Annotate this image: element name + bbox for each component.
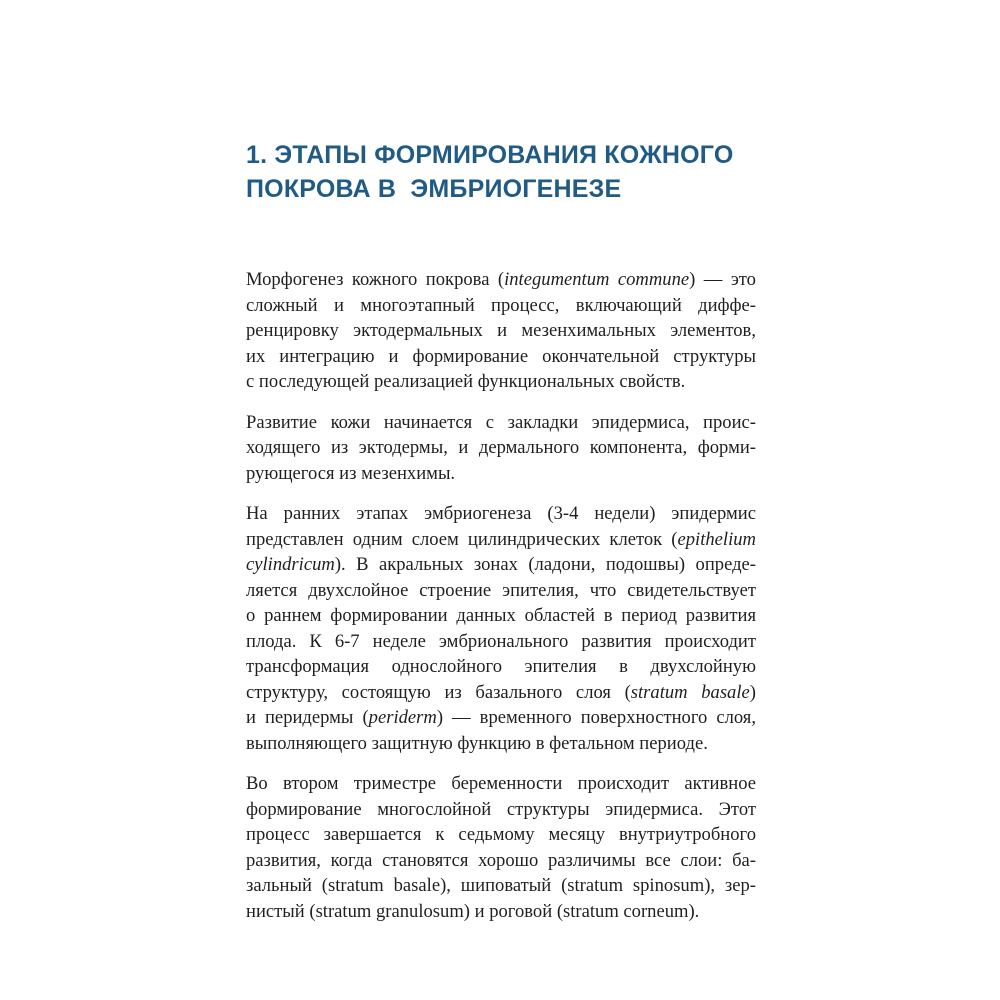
latin-term: stratum basale bbox=[630, 681, 750, 703]
chapter-heading bbox=[246, 138, 806, 206]
text-segment: ходящего из эктодермы, и дермального компонента, форми- bbox=[246, 437, 756, 458]
text-segment: ) — это bbox=[689, 269, 756, 290]
text-segment: структуру, состоящую из базального слоя ( bbox=[246, 681, 631, 703]
text-line bbox=[246, 527, 756, 553]
text-line bbox=[246, 731, 756, 757]
text-segment: представлен одним слоем цилиндрических клеток ( bbox=[246, 528, 678, 550]
text-line bbox=[246, 552, 756, 578]
paragraph bbox=[246, 410, 756, 487]
text-line bbox=[246, 848, 756, 874]
text-line bbox=[246, 899, 756, 925]
text-line bbox=[246, 501, 756, 527]
text-segment: нистый (stratum granulosum) и роговой (stratum corneum). bbox=[246, 900, 700, 922]
text-line bbox=[246, 873, 756, 899]
paragraph bbox=[246, 501, 756, 756]
paragraph bbox=[246, 267, 756, 395]
text-segment: ). В акральных зонах (ладони, подошвы) опреде- bbox=[334, 554, 756, 575]
text-line bbox=[246, 410, 756, 436]
text-segment: их интеграцию и формирование окончательной структуры bbox=[246, 345, 756, 367]
text-segment: На ранних этапах эмбриогенеза (3-4 недели) эпидермис bbox=[246, 503, 756, 524]
text-segment: ренцировку эктодермальных и мезенхимальных элементов, bbox=[246, 320, 756, 341]
paragraph bbox=[246, 771, 756, 924]
text-segment: Во втором триместре беременности происходит активное bbox=[246, 773, 756, 794]
text-segment: рующегося из мезенхимы. bbox=[246, 462, 456, 484]
chapter-heading-line-1: 1. ЭТАПЫ ФОРМИРОВАНИЯ КОЖНОГО bbox=[246, 141, 734, 169]
text-line bbox=[246, 705, 756, 731]
text-segment: трансформация однослойного эпителия в двухслойную bbox=[246, 656, 756, 677]
text-line bbox=[246, 435, 756, 461]
text-line bbox=[246, 822, 756, 848]
text-segment: плода. К 6-7 неделе эмбрионального развития происходит bbox=[246, 630, 756, 652]
text-segment: и перидермы ( bbox=[246, 707, 369, 728]
text-line bbox=[246, 461, 756, 487]
text-segment: ) — временного поверхностного слоя, bbox=[436, 707, 756, 728]
text-line bbox=[246, 344, 756, 370]
latin-term: integumentum commune bbox=[504, 269, 690, 290]
text-line bbox=[246, 603, 756, 629]
chapter-heading-line-2: ПОКРОВА В ЭМБРИОГЕНЕЗЕ bbox=[246, 175, 622, 203]
text-segment: выполняющего защитную функцию в фетальном периоде. bbox=[246, 732, 708, 754]
text-segment: ) bbox=[749, 681, 756, 703]
text-line bbox=[246, 267, 756, 293]
latin-term: cylindricum bbox=[246, 554, 335, 575]
text-line bbox=[246, 629, 756, 655]
text-line bbox=[246, 680, 756, 706]
text-segment: процесс завершается к седьмому месяцу внутриутробного bbox=[246, 824, 756, 845]
text-segment: Развитие кожи начинается с закладки эпидермиса, проис- bbox=[246, 411, 756, 433]
text-segment: развития, когда становятся хорошо различимы все слои: ба- bbox=[246, 849, 756, 871]
body-text bbox=[246, 267, 756, 939]
text-segment: сложный и многоэтапный процесс, включающий диффе- bbox=[246, 294, 756, 316]
text-segment: ляется двухслойное строение эпителия, что свидетельствует bbox=[246, 579, 756, 601]
text-segment: о раннем формировании данных областей в период развития bbox=[246, 605, 756, 626]
text-segment: Морфогенез кожного покрова ( bbox=[246, 269, 505, 290]
text-line bbox=[246, 654, 756, 680]
text-line bbox=[246, 578, 756, 604]
text-segment: формирование многослойной структуры эпидермиса. Этот bbox=[246, 798, 756, 820]
text-segment: с последующей реализацией функциональных свойств. bbox=[246, 371, 686, 392]
text-segment: зальный (stratum basale), шиповатый (stratum spinosum), зер- bbox=[246, 875, 756, 896]
latin-term: epithelium bbox=[677, 528, 756, 550]
latin-term: periderm bbox=[368, 707, 437, 728]
text-line bbox=[246, 797, 756, 823]
text-line bbox=[246, 369, 756, 395]
text-line bbox=[246, 318, 756, 344]
text-line bbox=[246, 293, 756, 319]
text-line bbox=[246, 771, 756, 797]
